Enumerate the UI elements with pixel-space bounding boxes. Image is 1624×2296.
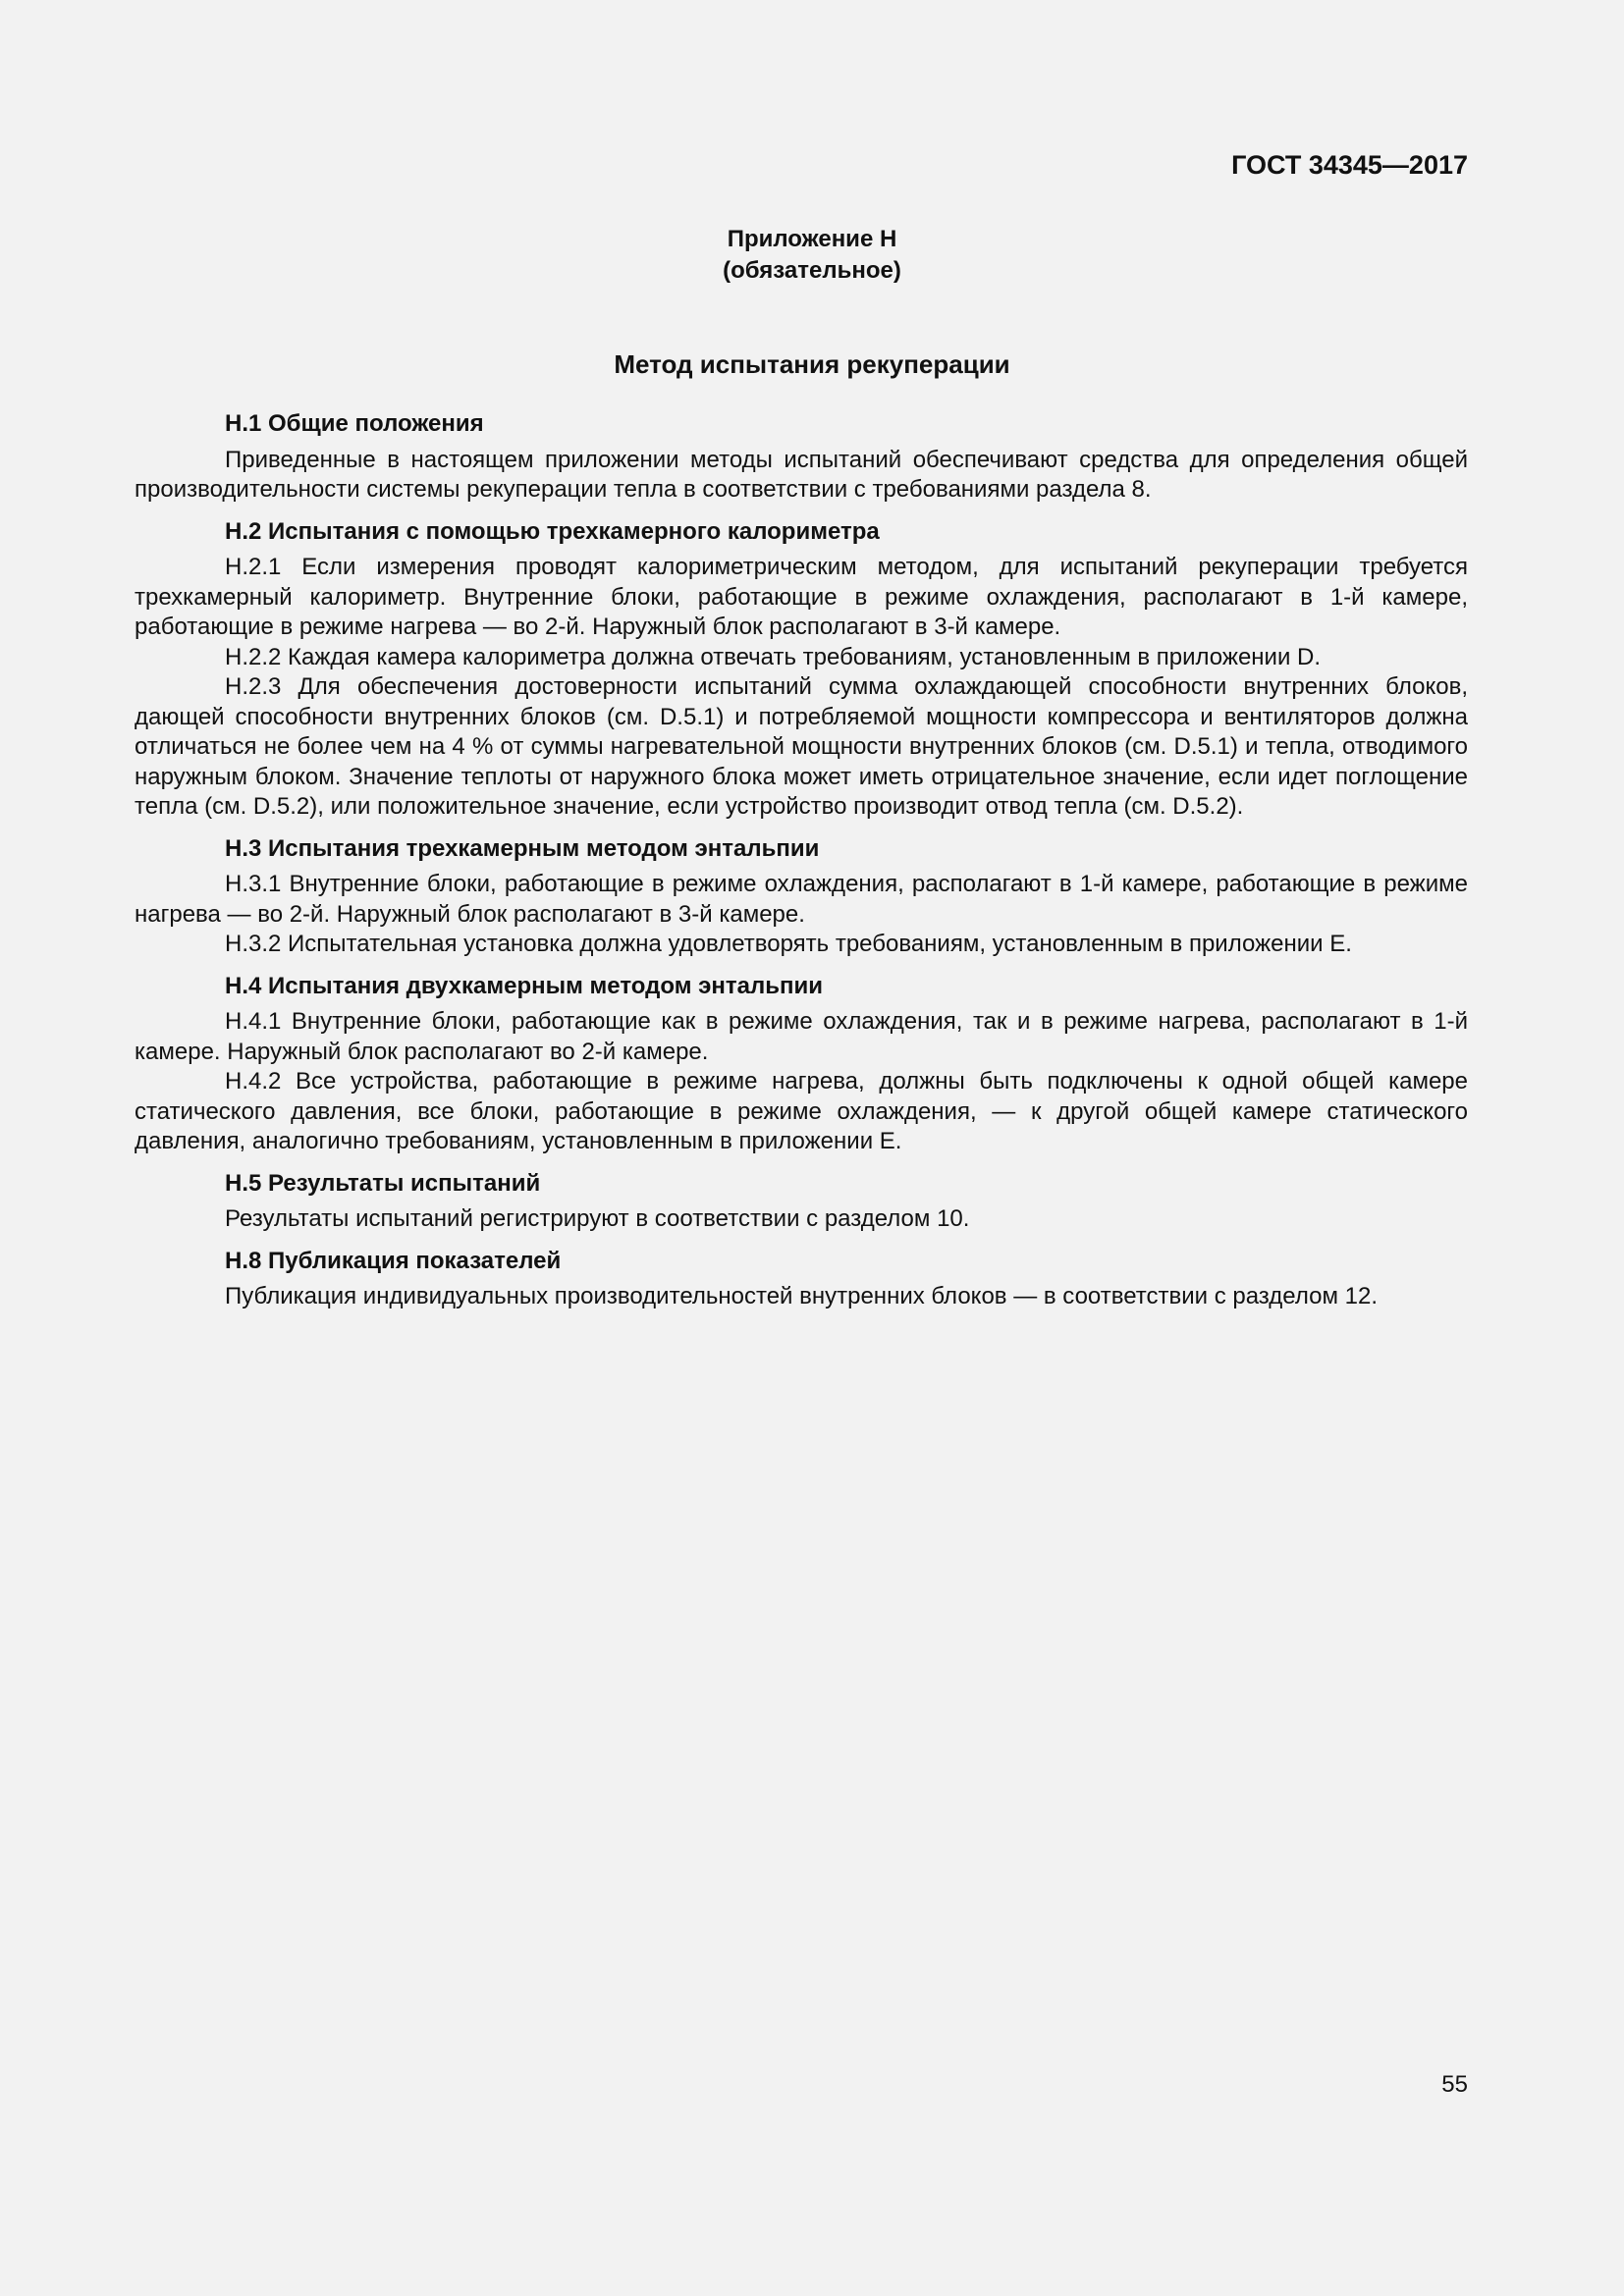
section-heading: Н.4 Испытания двухкамерным методом энтальпии: [225, 972, 823, 999]
paragraph: Н.2.2 Каждая камера калориметра должна отвечать требованиям, установленным в приложении D.: [225, 643, 1322, 670]
paragraph: Н.3.1 Внутренние блоки, работающие в режиме охлаждения, располагают в 1-й камере, работающие в режиме нагрева — во 2-й. Наружный блок располагают в 3-й камере.: [135, 871, 1468, 928]
page-number: 55: [1441, 2071, 1468, 2098]
section-h8: [135, 1247, 1468, 1312]
main-title: Метод испытания рекуперации: [614, 349, 1010, 379]
paragraph: Результаты испытаний регистрируют в соответствии с разделом 10.: [225, 1205, 970, 1232]
section-h4: [135, 972, 1468, 1157]
annex-heading: [0, 224, 1624, 287]
section-h3: [135, 834, 1468, 960]
paragraph: Н.2.3 Для обеспечения достоверности испытаний сумма охлаждающей способности внутренних блоков, дающей способности внутренних блоков (см. D.5.1) и потребляемой мощности компрессора и вентиляторов должна отличаться не более чем на 4 % от суммы нагревательной мощности внутренних блоков (см. D.5.1) и тепла, отводимого наружным блоком. Значение теплоты от наружного блока может иметь отрицательное значение, если идет поглощение тепла (см. D.5.2), или положительное значение, если устройство производит отвод тепла (см. D.5.2).: [135, 673, 1468, 820]
section-h2: [135, 517, 1468, 823]
section-heading: Н.2 Испытания с помощью трехкамерного калориметра: [225, 517, 880, 545]
section-heading: Н.1 Общие положения: [225, 410, 484, 437]
paragraph: Н.4.1 Внутренние блоки, работающие как в режиме охлаждения, так и в режиме нагрева, располагают в 1-й камере. Наружный блок располагают во 2-й камере.: [135, 1008, 1468, 1065]
paragraph: Н.3.2 Испытательная установка должна удовлетворять требованиям, установленным в приложении Е.: [225, 931, 1352, 957]
paragraph: Н.2.1 Если измерения проводят калориметрическим методом, для испытаний рекуперации требуется трехкамерный калориметр. Внутренние блоки, работающие в режиме охлаждения, располагают в 1-й камере, работающие в режиме нагрева — во 2-й. Наружный блок располагают в 3-й камере.: [135, 554, 1468, 640]
paragraph: Публикация индивидуальных производительностей внутренних блоков — в соответствии с разделом 12.: [225, 1283, 1378, 1309]
section-h1: [135, 409, 1468, 506]
annex-status: (обязательное): [723, 257, 901, 284]
section-heading: Н.8 Публикация показателей: [225, 1247, 562, 1274]
annex-title: Приложение Н: [727, 226, 897, 252]
paragraph: Приведенные в настоящем приложении методы испытаний обеспечивают средства для определения общей производительности системы рекуперации тепла в соответствии с требованиями раздела 8.: [135, 446, 1468, 503]
section-heading: Н.5 Результаты испытаний: [225, 1169, 541, 1197]
section-h5: [135, 1169, 1468, 1235]
document-id: ГОСТ 34345—2017: [1231, 150, 1468, 180]
body-text: [135, 409, 1468, 1324]
paragraph: Н.4.2 Все устройства, работающие в режиме нагрева, должны быть подключены к одной общей камере статического давления, все блоки, работающие в режиме охлаждения, — к другой общей камере статического давления, аналогично требованиям, установленным в приложении Е.: [135, 1068, 1468, 1154]
section-heading: Н.3 Испытания трехкамерным методом энтальпии: [225, 834, 820, 862]
